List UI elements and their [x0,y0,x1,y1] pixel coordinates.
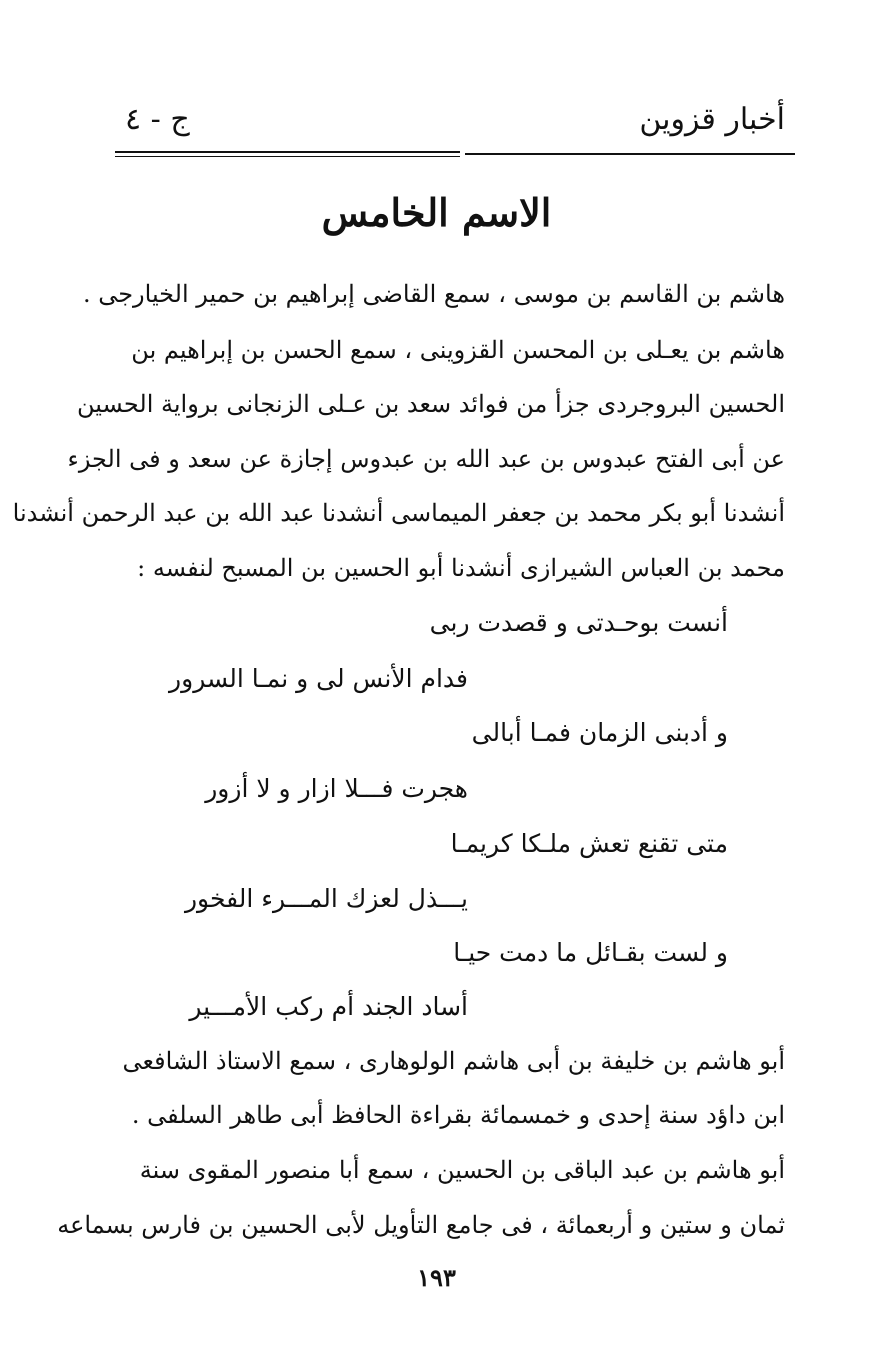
paragraph-4-line-1: أبو هاشم بن عبد الباقى بن الحسين ، سمع أبا منصور المقوى سنة [139,1156,785,1184]
running-header-volume: ج - ٤ [125,102,190,137]
paragraph-2-line-4: أنشدنا أبو بكر محمد بن جعفر الميماسى أنشدنا عبد الله بن عبد الرحمن أنشدنا [12,499,785,527]
section-heading: الاسم الخامس [321,190,552,235]
header-rule-left [115,151,460,153]
paragraph-2-line-3: عن أبى الفتح عبدوس بن عبد الله بن عبدوس إجازة عن سعد و فى الجزء [67,445,785,473]
header-rule-right [465,153,795,155]
poem-verse-3-first: متى تقنع تعش ملـكا كريمـا [450,829,728,858]
poem-verse-1-second: فدام الأنس لى و نمـا السرور [169,664,468,693]
running-header-title: أخبار قزوين [639,102,785,137]
poem-verse-2-first: و أدبنى الزمان فمـا أبالى [471,718,728,747]
poem-verse-2-second: هجرت فـــلا ازار و لا أزور [205,774,468,803]
paragraph-4-line-2: ثمان و ستين و أربعمائة ، فى جامع التأويل لأبى الحسين بن فارس بسماعه [57,1211,785,1239]
poem-verse-1-first: أنست بوحـدتى و قصدت ربى [429,608,728,637]
paragraph-2-line-1: هاشم بن يعـلى بن المحسن القزوينى ، سمع الحسن بن إبراهيم بن [131,336,785,364]
paragraph-1-line-1: هاشم بن القاسم بن موسى ، سمع القاضى إبراهيم بن حمير الخيارجى . [82,280,785,308]
page-number: ١٩٣ [417,1263,456,1292]
paragraph-2-line-5: محمد بن العباس الشيرازى أنشدنا أبو الحسين بن المسبح لنفسه : [137,554,785,582]
paragraph-3-line-1: أبو هاشم بن خليفة بن أبى هاشم الولوهارى ، سمع الاستاذ الشافعى [122,1047,785,1075]
paragraph-2-line-2: الحسين البروجردى جزأ من فوائد سعد بن عـلى الزنجانى برواية الحسين [76,390,785,418]
poem-verse-4-first: و لست بقـائل ما دمت حيـا [453,938,728,967]
header-rule-left-thin [115,156,460,157]
poem-verse-4-second: أساد الجند أم ركب الأمـــير [189,992,468,1021]
poem-verse-3-second: يـــذل لعزك المـــرء الفخور [184,884,468,913]
paragraph-3-line-2: ابن داؤد سنة إحدى و خمسمائة بقراءة الحافظ أبى طاهر السلفى . [131,1101,785,1129]
